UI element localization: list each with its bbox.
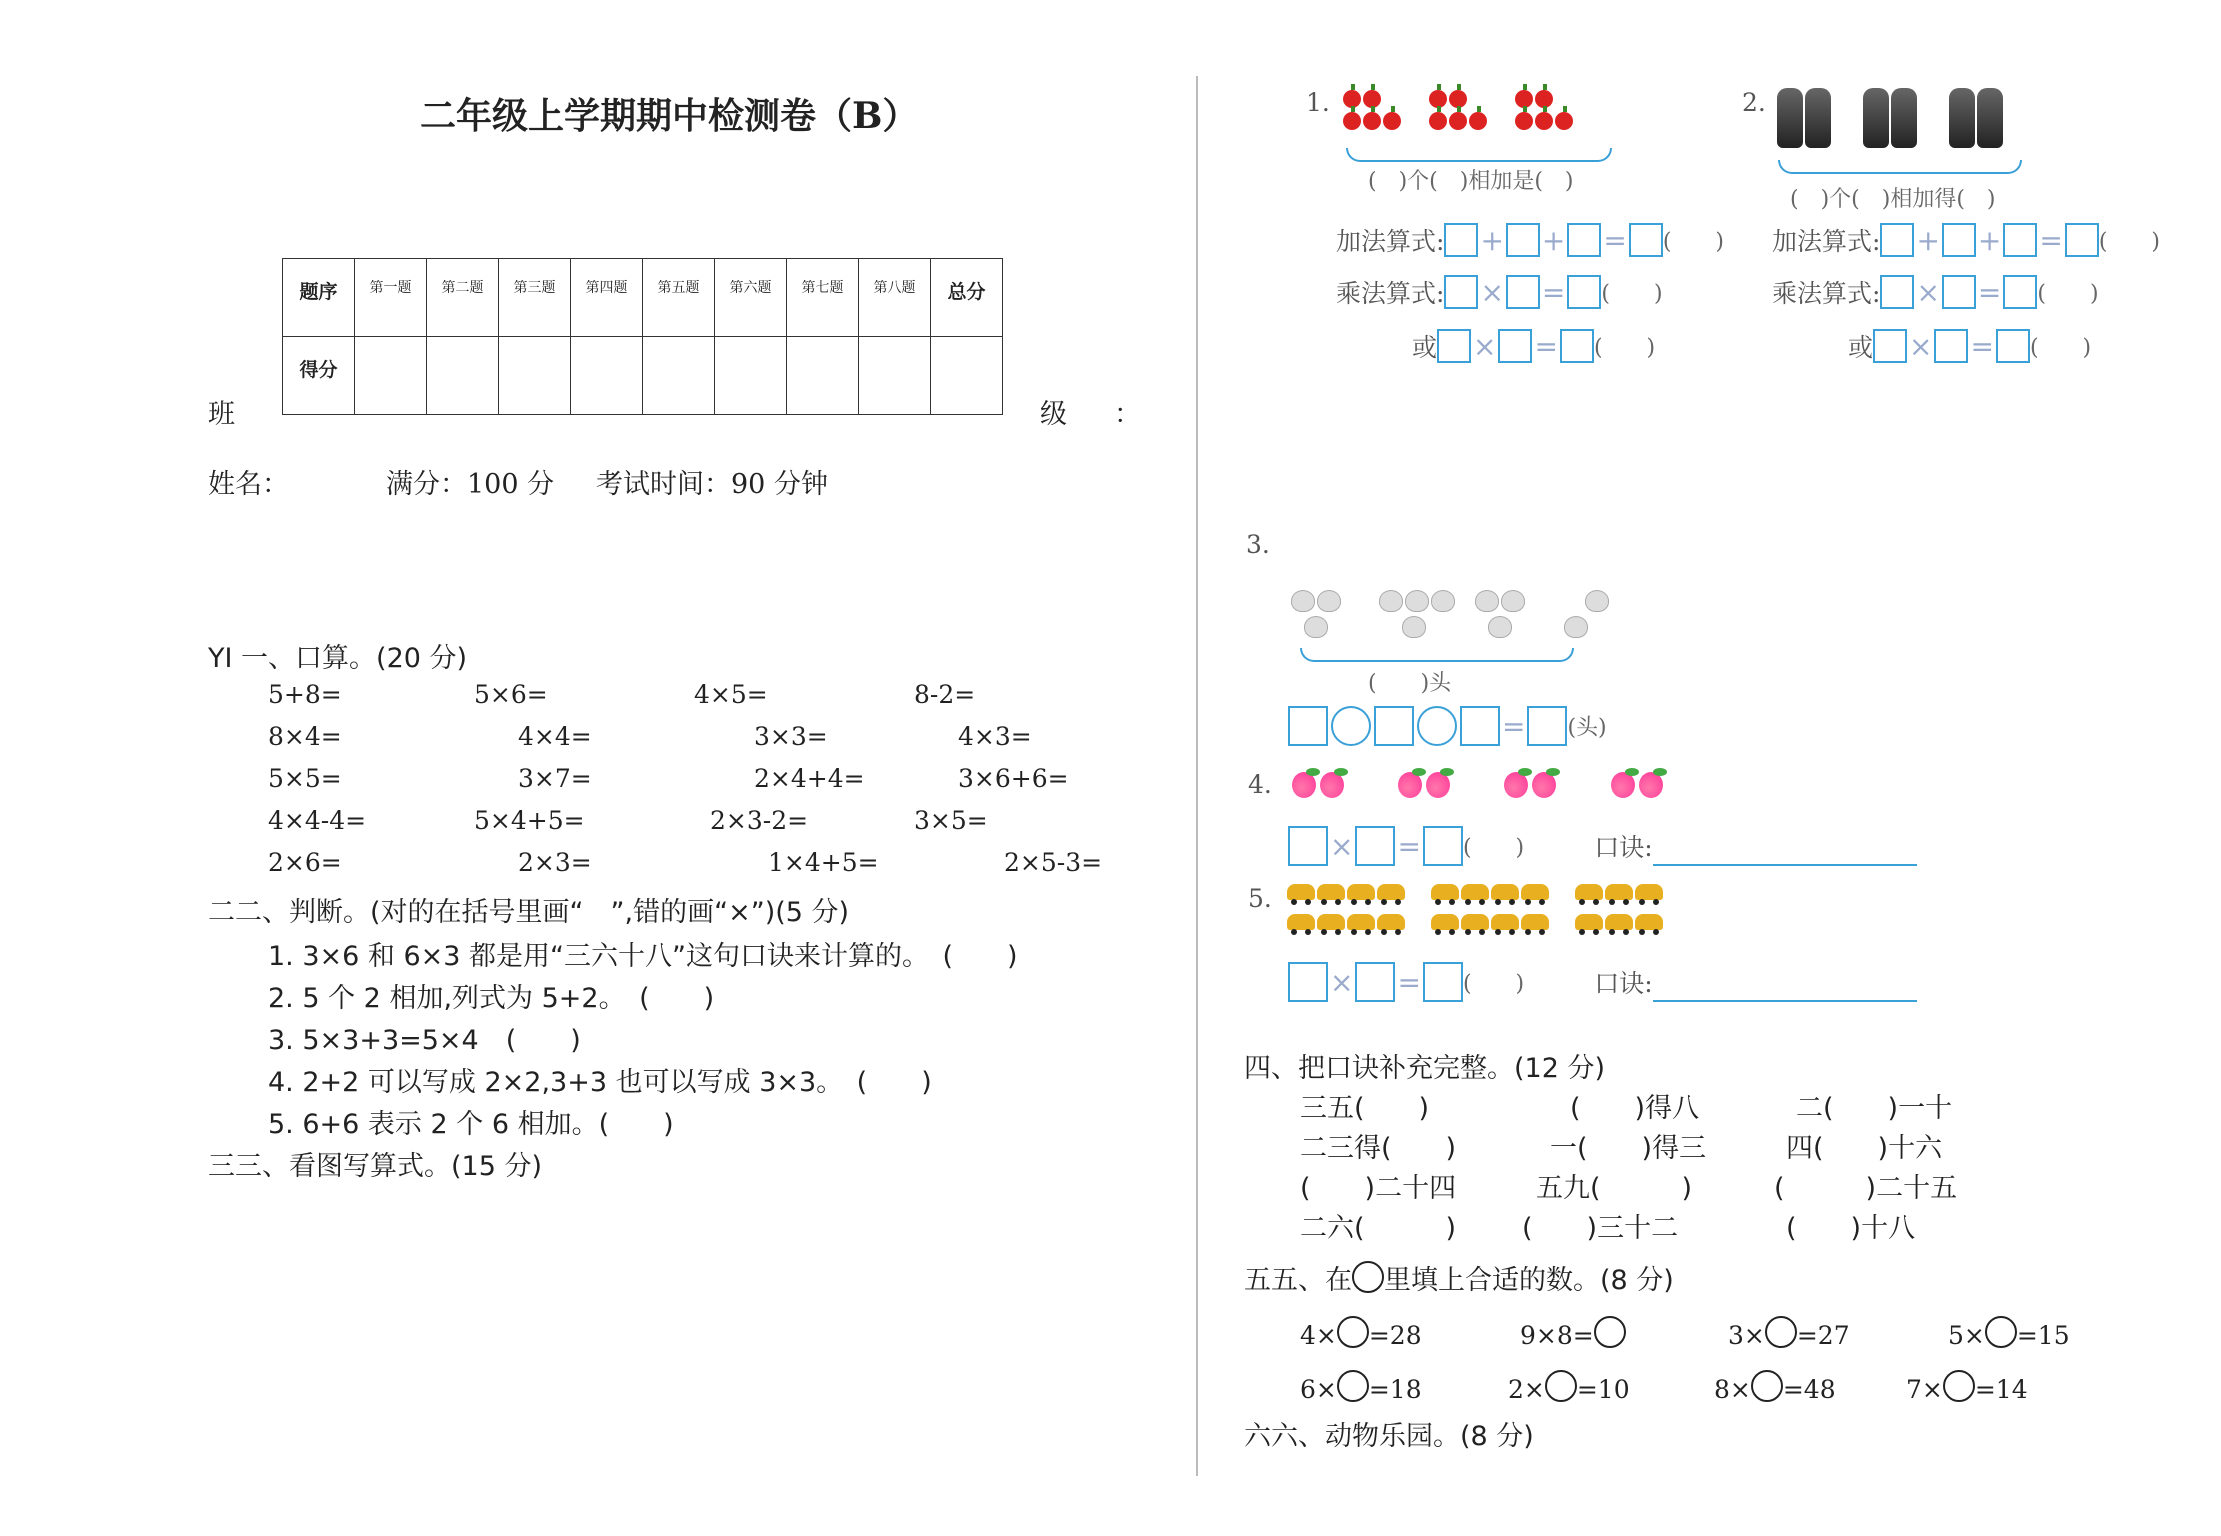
answer-circle[interactable] xyxy=(1765,1316,1797,1348)
peaches-picture xyxy=(1290,772,1665,802)
answer-box[interactable] xyxy=(1942,223,1976,257)
answer-box[interactable] xyxy=(1444,275,1478,309)
score-table-header-row xyxy=(283,259,1003,337)
problem-5-number: 5. xyxy=(1248,884,1272,913)
mental-math-item: 3×3= xyxy=(754,722,828,751)
mental-math-item: 2×5-3= xyxy=(1004,848,1103,877)
answer-box[interactable] xyxy=(1873,329,1907,363)
answer-circle[interactable] xyxy=(1545,1370,1577,1402)
circle-fill-left: 9×8= xyxy=(1520,1321,1594,1350)
judge-item-5: 5. 6+6 表示 2 个 6 相加。( ) xyxy=(268,1109,674,1140)
circle-fill-item xyxy=(1714,1370,1836,1404)
circle-fill-left: 6× xyxy=(1300,1375,1337,1404)
answer-box[interactable] xyxy=(1567,223,1601,257)
p2-or-row: 或 × = ( ) xyxy=(1848,329,2092,363)
car-icon xyxy=(1521,884,1549,900)
table-cell: 总分 xyxy=(931,259,1003,337)
score-cell[interactable] xyxy=(427,337,499,415)
mental-math-item: 8-2= xyxy=(914,680,976,709)
binocular-icon xyxy=(1805,88,1831,148)
koujue-line[interactable] xyxy=(1653,970,1917,1002)
answer-circle[interactable] xyxy=(1751,1370,1783,1402)
car-icon xyxy=(1575,884,1603,900)
answer-box[interactable] xyxy=(1880,223,1914,257)
table-cell: 第三题 xyxy=(499,259,571,337)
peach-icon xyxy=(1398,772,1422,798)
mental-math-item: 5+8= xyxy=(268,680,342,709)
answer-box[interactable] xyxy=(2065,223,2099,257)
car-icon xyxy=(1491,884,1519,900)
car-icon xyxy=(1287,914,1315,930)
section-5-title xyxy=(1244,1258,1674,1297)
answer-box[interactable] xyxy=(1506,223,1540,257)
or-label: 或 xyxy=(1412,333,1438,362)
answer-box[interactable] xyxy=(1423,826,1463,866)
apple-icon xyxy=(1383,112,1401,130)
problem-1-number: 1. xyxy=(1306,88,1330,117)
name-label: 姓名： xyxy=(208,469,289,500)
answer-box[interactable] xyxy=(1355,826,1395,866)
answer-box[interactable] xyxy=(1437,329,1471,363)
koujue-item: 二三得( ) xyxy=(1300,1133,1457,1164)
koujue-item: ( )二十四 xyxy=(1300,1173,1457,1204)
answer-box[interactable] xyxy=(1942,275,1976,309)
koujue-item: ( )二十五 xyxy=(1774,1173,1958,1204)
circle-fill-item xyxy=(1508,1370,1630,1404)
apple-icon xyxy=(1343,112,1361,130)
score-cell[interactable] xyxy=(355,337,427,415)
circle-fill-left: 7× xyxy=(1906,1375,1943,1404)
mental-math-item: 3×7= xyxy=(518,764,592,793)
apple-icon xyxy=(1449,112,1467,130)
p2-addition-row: 加法算式: + + = ( ) xyxy=(1772,223,2161,257)
apple-icon xyxy=(1363,112,1381,130)
koujue-item: 四( )十六 xyxy=(1786,1133,1943,1164)
garlic-icon xyxy=(1564,616,1588,638)
answer-box[interactable] xyxy=(1288,962,1328,1002)
koujue-item: 二( )一十 xyxy=(1796,1093,1953,1124)
circle-fill-right: =10 xyxy=(1576,1375,1630,1404)
answer-box[interactable] xyxy=(1996,329,2030,363)
koujue-label: 口诀: xyxy=(1594,833,1653,862)
mental-math-item: 3×5= xyxy=(914,806,988,835)
koujue-line[interactable] xyxy=(1653,834,1917,866)
koujue-item: ( )十八 xyxy=(1786,1213,1916,1244)
garlic-icon xyxy=(1405,590,1429,612)
score-cell[interactable] xyxy=(643,337,715,415)
mental-math-item: 2×3= xyxy=(518,848,592,877)
answer-box[interactable] xyxy=(1934,329,1968,363)
mental-math-item: 4×3= xyxy=(958,722,1032,751)
peach-icon xyxy=(1426,772,1450,798)
garlic-icon xyxy=(1488,616,1512,638)
answer-circle[interactable] xyxy=(1337,1370,1369,1402)
table-cell: 第一题 xyxy=(355,259,427,337)
section-2-title: 二二、判断。(对的在括号里画“ ”,错的画“×”)(5 分) xyxy=(208,897,850,928)
or-label: 或 xyxy=(1848,333,1874,362)
binocular-icon xyxy=(1777,88,1803,148)
circle-fill-left: 8× xyxy=(1714,1375,1751,1404)
p1-multiplication-row: 乘法算式: × = ( ) xyxy=(1336,275,1663,309)
table-cell: 第八题 xyxy=(859,259,931,337)
p5-equation-row: × = ( ) 口诀: xyxy=(1288,962,1917,1002)
circle-fill-right: =27 xyxy=(1796,1321,1850,1350)
apple-icon xyxy=(1469,112,1487,130)
answer-box[interactable] xyxy=(2003,223,2037,257)
car-icon xyxy=(1635,884,1663,900)
car-icon xyxy=(1317,884,1345,900)
circle-icon xyxy=(1352,1261,1384,1293)
mental-math-item: 1×4+5= xyxy=(768,848,879,877)
table-cell: 第四题 xyxy=(571,259,643,337)
koujue-item: 一( )得三 xyxy=(1550,1133,1707,1164)
circle-fill-left: 3× xyxy=(1728,1321,1765,1350)
apple-icon xyxy=(1555,112,1573,130)
judge-item-1: 1. 3×6 和 6×3 都是用“三六十八”这句口诀来计算的。 ( ) xyxy=(268,941,1018,972)
answer-box[interactable] xyxy=(2003,275,2037,309)
answer-box[interactable] xyxy=(1355,962,1395,1002)
circle-fill-item xyxy=(1728,1316,1850,1350)
garlic-icon xyxy=(1501,590,1525,612)
koujue-item: ( )三十二 xyxy=(1522,1213,1679,1244)
garlic-icon xyxy=(1304,616,1328,638)
full-score: 满分：100 分 xyxy=(386,469,555,500)
answer-box[interactable] xyxy=(1880,275,1914,309)
section-5-title-a: 五五、在 xyxy=(1244,1265,1352,1296)
class-label-ban: 班 xyxy=(208,399,235,430)
circle-fill-item xyxy=(1300,1370,1422,1404)
p3-equation-row: = (头) xyxy=(1288,706,1607,746)
garlic-icon xyxy=(1585,590,1609,612)
garlic-icon xyxy=(1379,590,1403,612)
answer-circle[interactable] xyxy=(1943,1370,1975,1402)
circle-fill-left: 4× xyxy=(1300,1321,1337,1350)
garlic-icon xyxy=(1475,590,1499,612)
circle-fill-right: =15 xyxy=(2016,1321,2070,1350)
section-5-title-b: 里填上合适的数。(8 分) xyxy=(1384,1265,1674,1296)
table-cell: 题序 xyxy=(283,259,355,337)
mental-math-item: 4×4= xyxy=(518,722,592,751)
page-title: 二年级上学期期中检测卷（B） xyxy=(420,95,919,137)
mental-math-item: 2×4+4= xyxy=(754,764,865,793)
cars-picture xyxy=(1286,884,1746,934)
circle-fill-item xyxy=(1948,1316,2070,1350)
apples-picture xyxy=(1342,90,1612,134)
mental-math-item: 5×6= xyxy=(474,680,548,709)
answer-box[interactable] xyxy=(1629,223,1663,257)
peach-icon xyxy=(1504,772,1528,798)
multiplication-label: 乘法算式: xyxy=(1772,279,1881,308)
mental-math-item: 2×3-2= xyxy=(710,806,809,835)
p1-or-row: 或 × = ( ) xyxy=(1412,329,1656,363)
garlic-picture xyxy=(1290,590,1613,642)
car-icon xyxy=(1431,914,1459,930)
class-label-ji: 级 xyxy=(1040,399,1067,430)
circle-fill-right: =14 xyxy=(1974,1375,2028,1404)
circle-fill-left: 2× xyxy=(1508,1375,1545,1404)
car-icon xyxy=(1461,884,1489,900)
p4-equation-row: × = ( ) 口诀: xyxy=(1288,826,1917,866)
apple-icon xyxy=(1535,112,1553,130)
addition-label: 加法算式: xyxy=(1772,227,1881,256)
circle-fill-left: 5× xyxy=(1948,1321,1985,1350)
table-cell: 第五题 xyxy=(643,259,715,337)
circle-fill-item xyxy=(1300,1316,1422,1350)
binocular-icon xyxy=(1863,88,1889,148)
car-icon xyxy=(1521,914,1549,930)
mental-math-item: 2×6= xyxy=(268,848,342,877)
apple-icon xyxy=(1429,112,1447,130)
table-cell: 第七题 xyxy=(787,259,859,337)
peach-icon xyxy=(1639,772,1663,798)
circle-fill-right: =28 xyxy=(1368,1321,1422,1350)
car-icon xyxy=(1431,884,1459,900)
car-icon xyxy=(1317,914,1345,930)
problem-2-number: 2. xyxy=(1742,88,1766,117)
circle-fill-item xyxy=(1906,1370,2028,1404)
answer-box[interactable] xyxy=(1498,329,1532,363)
score-table-score-row xyxy=(283,337,1003,415)
problem-3-caption: ( )头 xyxy=(1368,671,1452,696)
judge-item-4: 4. 2+2 可以写成 2×2,3+3 也可以写成 3×3。 ( ) xyxy=(268,1067,932,1098)
score-cell[interactable] xyxy=(787,337,859,415)
peach-icon xyxy=(1611,772,1635,798)
exam-time: 考试时间：90 分钟 xyxy=(596,469,828,500)
binocular-icon xyxy=(1891,88,1917,148)
problem-4-number: 4. xyxy=(1248,770,1272,799)
p1-addition-row: 加法算式: + + = ( ) xyxy=(1336,223,1725,257)
brace xyxy=(1300,648,1574,662)
car-icon xyxy=(1287,884,1315,900)
score-cell[interactable] xyxy=(859,337,931,415)
car-icon xyxy=(1635,914,1663,930)
garlic-icon xyxy=(1431,590,1455,612)
problem-2-caption: ( )个( )相加得( ) xyxy=(1790,187,1996,212)
score-cell[interactable] xyxy=(931,337,1003,415)
answer-box[interactable] xyxy=(1288,826,1328,866)
circle-fill-right: =48 xyxy=(1782,1375,1836,1404)
problem-1-caption: ( )个( )相加是( ) xyxy=(1368,169,1574,194)
garlic-icon xyxy=(1317,590,1341,612)
class-label-colon: ： xyxy=(1114,399,1141,430)
addition-label: 加法算式: xyxy=(1336,227,1445,256)
car-icon xyxy=(1347,884,1375,900)
answer-circle[interactable] xyxy=(1594,1316,1626,1348)
binocular-icon xyxy=(1977,88,2003,148)
car-icon xyxy=(1491,914,1519,930)
answer-box[interactable] xyxy=(1560,329,1594,363)
score-cell[interactable] xyxy=(715,337,787,415)
p2-multiplication-row: 乘法算式: × = ( ) xyxy=(1772,275,2099,309)
circle-fill-right: =18 xyxy=(1368,1375,1422,1404)
answer-box[interactable] xyxy=(1288,706,1328,746)
apple-icon xyxy=(1515,112,1533,130)
section-6-title: 六六、动物乐园。(8 分) xyxy=(1244,1421,1534,1452)
answer-box[interactable] xyxy=(1374,706,1414,746)
judge-item-3: 3. 5×3+3=5×4 ( ) xyxy=(268,1025,581,1056)
peach-icon xyxy=(1292,772,1316,798)
mental-math-item: 8×4= xyxy=(268,722,342,751)
car-icon xyxy=(1605,914,1633,930)
answer-box[interactable] xyxy=(1567,275,1601,309)
operator-circle[interactable] xyxy=(1331,706,1371,746)
brace xyxy=(1778,160,2022,174)
section-4-title: 四、把口诀补充完整。(12 分) xyxy=(1244,1053,1606,1084)
car-icon xyxy=(1461,914,1489,930)
answer-box[interactable] xyxy=(1423,962,1463,1002)
garlic-icon xyxy=(1402,616,1426,638)
koujue-item: 五九( ) xyxy=(1536,1173,1693,1204)
mental-math-item: 4×5= xyxy=(694,680,768,709)
koujue-item: ( )得八 xyxy=(1570,1093,1700,1124)
koujue-item: 三五( ) xyxy=(1300,1093,1430,1124)
judge-item-2: 2. 5 个 2 相加,列式为 5+2。 ( ) xyxy=(268,983,715,1014)
problem-3-number: 3. xyxy=(1246,530,1270,559)
answer-circle[interactable] xyxy=(1985,1316,2017,1348)
table-cell: 第六题 xyxy=(715,259,787,337)
koujue-label: 口诀: xyxy=(1594,969,1653,998)
answer-circle[interactable] xyxy=(1337,1316,1369,1348)
circle-fill-item xyxy=(1520,1316,1626,1350)
brace xyxy=(1346,148,1612,162)
garlic-icon xyxy=(1291,590,1315,612)
answer-box[interactable] xyxy=(1444,223,1478,257)
answer-box[interactable] xyxy=(1506,275,1540,309)
car-icon xyxy=(1377,884,1405,900)
section-3-title: 三三、看图写算式。(15 分) xyxy=(208,1151,543,1182)
car-icon xyxy=(1347,914,1375,930)
multiplication-label: 乘法算式: xyxy=(1336,279,1445,308)
mental-math-item: 5×4+5= xyxy=(474,806,585,835)
score-cell[interactable] xyxy=(499,337,571,415)
car-icon xyxy=(1605,884,1633,900)
answer-box[interactable] xyxy=(1527,706,1567,746)
section-1-title: YI 一、口算。(20 分) xyxy=(208,643,468,674)
binocular-icon xyxy=(1949,88,1975,148)
score-cell[interactable] xyxy=(571,337,643,415)
mental-math-item: 3×6+6= xyxy=(958,764,1069,793)
answer-box[interactable] xyxy=(1460,706,1500,746)
mental-math-item: 4×4-4= xyxy=(268,806,367,835)
peach-icon xyxy=(1532,772,1556,798)
car-icon xyxy=(1575,914,1603,930)
operator-circle[interactable] xyxy=(1417,706,1457,746)
peach-icon xyxy=(1320,772,1344,798)
column-divider xyxy=(1196,76,1198,1476)
score-table xyxy=(282,258,1003,415)
car-icon xyxy=(1377,914,1405,930)
koujue-item: 二六( ) xyxy=(1300,1213,1457,1244)
table-cell: 第二题 xyxy=(427,259,499,337)
table-cell: 得分 xyxy=(283,337,355,415)
mental-math-item: 5×5= xyxy=(268,764,342,793)
binoculars-picture xyxy=(1776,88,2004,152)
problem-3-unit: (头) xyxy=(1567,715,1607,741)
